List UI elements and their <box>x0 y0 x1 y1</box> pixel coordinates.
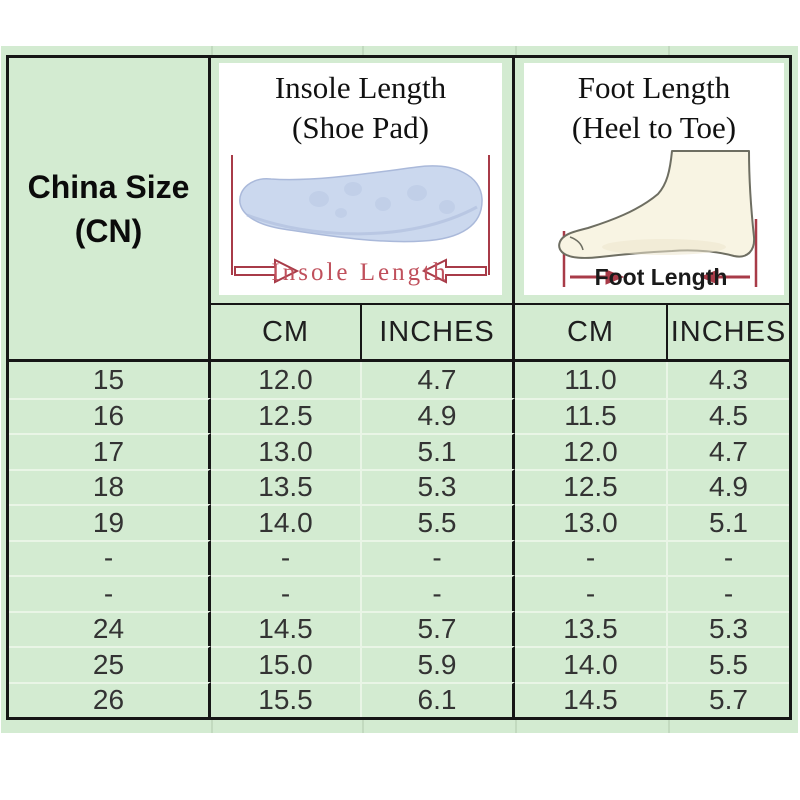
subheader-foot-cm: CM <box>515 305 668 362</box>
cell-foot-inches: 4.3 <box>709 363 748 395</box>
foot-illustration-box <box>524 63 784 295</box>
cell-foot-inches: 5.1 <box>668 504 789 540</box>
cell-insole-cm: 15.5 <box>211 682 362 718</box>
cell-foot-inches: 4.5 <box>668 398 789 434</box>
insole-length-header-cell <box>211 58 515 305</box>
cell-insole-inches: 6.1 <box>362 682 515 718</box>
cell-insole-cm: 15.0 <box>211 646 362 682</box>
cell-insole-inches: 5.7 <box>362 611 515 647</box>
cell-foot-cm: 11.5 <box>515 398 668 434</box>
insole-illustration <box>219 149 502 293</box>
china-size-label-line1: China Size <box>27 168 190 205</box>
foot-length-header-cell <box>515 58 789 305</box>
cell-foot-inches: 5.7 <box>668 682 789 718</box>
foot-title-line2: (Heel to Toe) <box>571 110 737 145</box>
cell-insole-cm: 14.5 <box>211 611 362 647</box>
cell-insole-cm: 13.0 <box>211 433 362 469</box>
cell-foot-inches: 5.3 <box>668 611 789 647</box>
cell-insole-inches: 5.3 <box>362 469 515 505</box>
cell-cn-size: 19 <box>9 504 211 540</box>
subheader-insole-cm: CM <box>211 305 362 362</box>
foot-title-line1: Foot Length <box>577 70 731 105</box>
foot-annotation-label: Foot Length <box>594 264 728 290</box>
cell-cn-size: 17 <box>9 433 211 469</box>
cell-insole-inches: - <box>362 575 515 611</box>
cell-insole-cm: - <box>211 540 362 576</box>
cell-insole-inches: 5.1 <box>362 433 515 469</box>
cell-foot-cm: 14.0 <box>515 646 668 682</box>
cell-insole-inches: 5.5 <box>362 504 515 540</box>
china-size-label-line2: (CN) <box>74 212 143 249</box>
cell-cn-size: 26 <box>9 682 211 718</box>
cell-insole-inches: 4.7 <box>362 362 515 398</box>
cell-insole-inches: 5.9 <box>362 646 515 682</box>
cell-cn-size: 15 <box>9 362 211 398</box>
cell-foot-cm: 11.0 <box>515 362 668 398</box>
cell-cn-size: 18 <box>9 469 211 505</box>
cell-foot-inches: 4.9 <box>668 469 789 505</box>
foot-header-title <box>572 63 736 148</box>
cell-foot-cm: 13.5 <box>515 611 668 647</box>
cell-foot-cm: 14.5 <box>515 682 668 718</box>
subheader-insole-inches: INCHES <box>362 305 515 362</box>
china-size-header-cell <box>9 58 211 362</box>
foot-shading <box>602 239 726 255</box>
foot-illustration <box>524 149 784 293</box>
cell-insole-cm: 13.5 <box>211 469 362 505</box>
table-mat <box>1 46 798 733</box>
insole-header-title <box>275 63 446 148</box>
cell-foot-cm: 12.5 <box>515 469 668 505</box>
size-chart-table <box>6 55 792 720</box>
cell-cn-size: 25 <box>9 646 211 682</box>
cell-foot-inches: - <box>668 575 789 611</box>
cell-foot-inches: - <box>668 540 789 576</box>
cell-insole-cm: - <box>211 575 362 611</box>
cell-insole-cm: 12.0 <box>211 362 362 398</box>
cell-foot-cm: 13.0 <box>515 504 668 540</box>
cell-cn-size: - <box>9 540 211 576</box>
cell-insole-inches: - <box>362 540 515 576</box>
cell-insole-cm: 12.5 <box>211 398 362 434</box>
cell-cn-size: - <box>9 575 211 611</box>
cell-foot-inches: 4.7 <box>668 433 789 469</box>
insole-illustration-box <box>219 63 502 295</box>
cell-cn-size: 24 <box>9 611 211 647</box>
cell-foot-cm: 12.0 <box>515 433 668 469</box>
cell-insole-inches: 4.9 <box>362 398 515 434</box>
subheader-foot-inches: INCHES <box>668 305 789 362</box>
cell-insole-cm: 14.0 <box>211 504 362 540</box>
cell-foot-cm: - <box>515 540 668 576</box>
insole-title-line2: (Shoe Pad) <box>292 110 429 145</box>
cell-foot-cm: - <box>515 575 668 611</box>
cell-foot-inches: 5.5 <box>668 646 789 682</box>
cell-cn-size: 16 <box>9 398 211 434</box>
insole-annotation-label: Insole Length <box>271 259 449 286</box>
insole-title-line1: Insole Length <box>274 70 447 105</box>
